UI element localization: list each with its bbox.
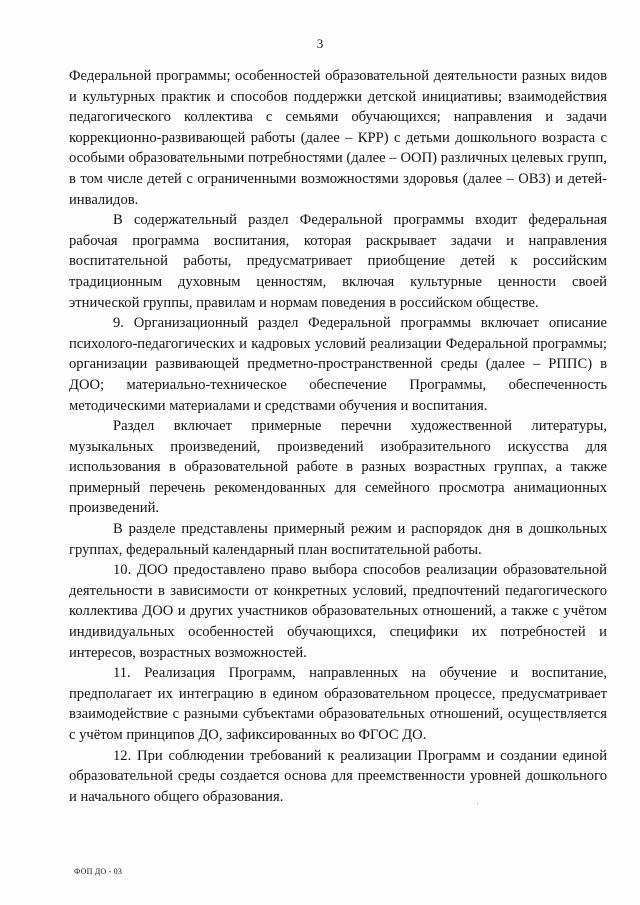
paragraph-item-9: 9. Организационный раздел Федеральной программы включает описание психолого-педагогических и кадровых условий реализации Федеральной программы; организации развивающей предметно-пространственной среды (далее – РППС) в ДОО; материально-техническое обеспечение Программы, обеспеченность методическими материалами и средствами обучения и воспитания. [69,315,607,414]
paragraph-content-section: В содержательный раздел Федеральной программы входит федеральная рабочая программа воспитания, которая раскрывает задачи и направления воспитательной работы, предусматривает приобщение детей к российским традиционным духовным ценностям, включая культурные ценности своей этнической группы, правилам и нормам поведения в российском обществе. [69,212,607,311]
scan-speck [477,803,478,804]
paragraph-section-lists: Раздел включает примерные перечни художественной литературы, музыкальных произведений, произведений изобразительного искусства для использования в образовательной работе в разных возрастных группах, а также примерный перечень рекомендованных для семейного просмотра анимационных произведений. [69,418,607,517]
page-number: 3 [316,36,324,51]
paragraph-continuation: Федеральной программы; особенностей образовательной деятельности разных видов и культурных практик и способов поддержки детской инициативы; взаимодействия педагогического коллектива с семьями обучающихся; направления и задачи коррекционно-развивающей работы (далее – КРР) с детьми дошкольного возраста с особыми образовательными потребностями (далее – ООП) различных целевых групп, в том числе детей с ограниченными возможностями здоровья (далее – ОВЗ) и детей-инвалидов. [69,68,607,208]
paragraph-schedule: В разделе представлены примерный режим и распорядок дня в дошкольных группах, федеральный календарный план воспитательной работы. [69,521,607,558]
paragraph-item-11: 11. Реализация Программ, направленных на обучение и воспитание, предполагает их интеграцию в едином образовательном процессе, предусматривает взаимодействие с разными субъектами образовательных отношений, осуществляется с учётом принципов ДО, зафиксированных во ФГОС ДО. [69,665,607,743]
paragraph-item-12: 12. При соблюдении требований к реализации Программ и создании единой образовательной среды создается основа для преемственности уровней дошкольного и начального общего образования. [69,747,607,805]
paragraph-item-10: 10. ДОО предоставлено право выбора способов реализации образовательной деятельности в зависимости от конкретных условий, предпочтений педагогического коллектива ДОО и других участников образовательных отношений, а также с учётом индивидуальных особенностей обучающихся, специфики их потребностей и интересов, возрастных возможностей. [69,562,607,661]
footer-document-code: ФОП ДО - 03 [74,867,123,876]
document-body [69,66,607,807]
